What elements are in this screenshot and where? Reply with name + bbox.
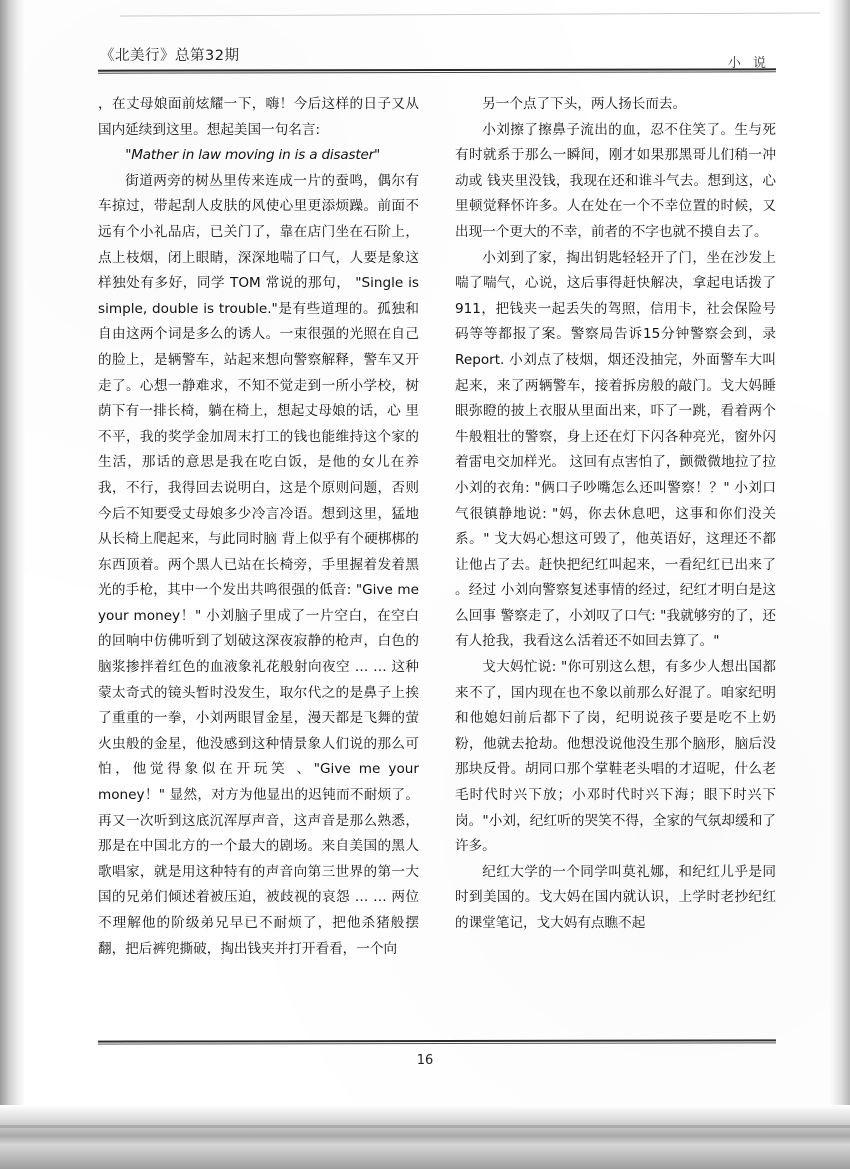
page-number: 16 bbox=[416, 1053, 434, 1068]
page-left-shadow bbox=[0, 0, 26, 1120]
header-divider bbox=[98, 68, 776, 73]
paragraph: 街道两旁的树丛里传来连成一片的蚕鸣，偶尔有车掠过，带起刮人皮肤的风使心里更添烦躁。前面不远有个小礼品店，已关门了，靠在店门坐在石阶上，点上枝烟，闭上眼睛，深深地喘了口气，人要是象这样独处有多好，同学 TOM 常说的那句， "Single is simple, double is trouble."是有些道理的。孤独和自由这两个词是多么的诱人。一束很强的光照在自己的脸上，是辆警车，站起来想向警察解释，警车又开走了。心想一静难求，不知不觉走到一所小学校，树荫下有一排长椅，躺在椅上，想起丈母娘的话，心 里不平，我的奖学金加周末打工的钱也能维持这个家的生活，那话的意思是我在吃白饭，是他的女儿在养我，不行，我得回去说明白，这是个原则问题，否则今后不知要受丈母娘多少冷言冷语。想到这里，猛地从长椅上爬起来，与此同时脑 背上似乎有个硬梆梆的东西顶着。两个黑人已站在长椅旁，手里握着发着黑光的手枪，其中一个发出共鸣很强的低音: "Give me your money！" 小刘脑子里成了一片空白，在空白的回响中仿佛听到了划破这深夜寂静的枪声，白色的脑浆掺拌着红色的血液象礼花般射向夜空 … … 这种蒙太奇式的镜头暂时没发生，取尔代之的是鼻子上挨了重重的一拳，小刘两眼冒金星，漫天都是飞舞的萤火虫般的金星，他没感到这种情景象人们说的那么可怕，他觉得象似在开玩笑 、"Give me your money！" 显然，对方为他显出的迟钝而不耐烦了。再又一次听到这底沉浑厚声音，这声音是那么熟悉，那是在中国北方的一个最大的剧场。来自美国的黑人歌唱家，就是用这种特有的声音向第三世界的第一大国的兄弟们倾述着被压迫，被歧视的哀怨 … … 两位不理解他的阶级弟兄早已不耐烦了，把他杀猪般摆翻，把后裤兜撕破，掏出钱夹并打开看看，一个向 bbox=[98, 172, 419, 957]
page-bottom-shadow bbox=[0, 1105, 850, 1169]
column-left bbox=[98, 92, 419, 1022]
paragraph: ，在丈母娘面前炫耀一下，嗨！今后这样的日子又从国内延续到这里。想起美国一句名言: bbox=[98, 96, 419, 138]
section-label: 小 说 bbox=[727, 56, 770, 71]
paragraph: 另一个点了下头，两人扬长而去。 bbox=[482, 96, 687, 112]
paragraph: 小刘擦了擦鼻子流出的血，忍不住笑了。生与死有时就系于那么一瞬间，刚才如果那黑哥儿们稍一冲动或 钱夹里没钱，我现在还和谁斗气去。想到这，心里顿觉释怀许多。人在处在一个不幸位置的时候，又出现一个更大的不幸，前者的不字也就不摸自去了。 bbox=[455, 121, 776, 240]
column-right bbox=[455, 92, 776, 1022]
page-header bbox=[98, 44, 776, 74]
paragraph-english-quote: "Mather in law moving in is a disaster" bbox=[125, 147, 381, 164]
page-right-shadow bbox=[828, 0, 850, 1120]
scan-edge-line bbox=[120, 12, 820, 16]
footer-divider bbox=[98, 1039, 776, 1044]
paragraph: 小刘到了家，掏出钥匙轻轻开了门，坐在沙发上喘了喘气，心说，这后事得赶快解决，拿起电话拨了 911，把钱夹一起丢失的驾照，信用卡，社会保险号码等等都报了案。警察局告诉15分钟警察会到，录 Report. 小刘点了枝烟，烟还没抽完，外面警车大叫起来，来了两辆警车，接着拆房般的敲门。戈大妈睡眼弥瞪的披上衣服从里面出来，吓了一跳，看着两个牛般粗壮的警察，身上还在灯下闪各种亮光，窗外闪着雷电交加样光。 这回有点害怕了，颤微微地拉了拉小刘的衣角: "俩口子吵嘴怎么还叫警察！？" 小刘口气很镇静地说: "妈，你去休息吧，这事和你们没关系。" 戈大妈心想这可毁了，他英语好，这理还不都让他占了去。赶快把纪红叫起来，一看纪红已出来了 。经过 小刘向警察复述事情的经过，纪红才明白是这么回事 警察走了，小刘叹了口气: "我就够穷的了，还有人抢我，我看这么活着还不如回去算了。" bbox=[455, 249, 776, 650]
article-body bbox=[98, 92, 776, 1022]
paragraph: 戈大妈忙说: "你可别这么想，有多少人想出国都来不了，国内现在也不象以前那么好混了。咱家纪明和他媳妇前后都下了岗，纪明说孩子要是吃不上奶粉，他就去抢劫。他想没说他没生那个脑形，脑后没那块反骨。胡同口那个掌鞋老头唱的才迢呢，什么老毛时代时兴下放；小邓时代时兴下海；眼下时兴下岗。"小刘，纪红听的哭笑不得，全家的气氛却缓和了许多。 bbox=[455, 659, 776, 855]
paragraph: 纪红大学的一个同学叫莫礼娜，和纪红儿乎是同时到美国的。戈大妈在国内就认识，上学时老抄纪红的课堂笔记，戈大妈有点瞧不起 bbox=[455, 863, 776, 931]
publication-title: 《北美行》总第32期 bbox=[100, 48, 240, 64]
